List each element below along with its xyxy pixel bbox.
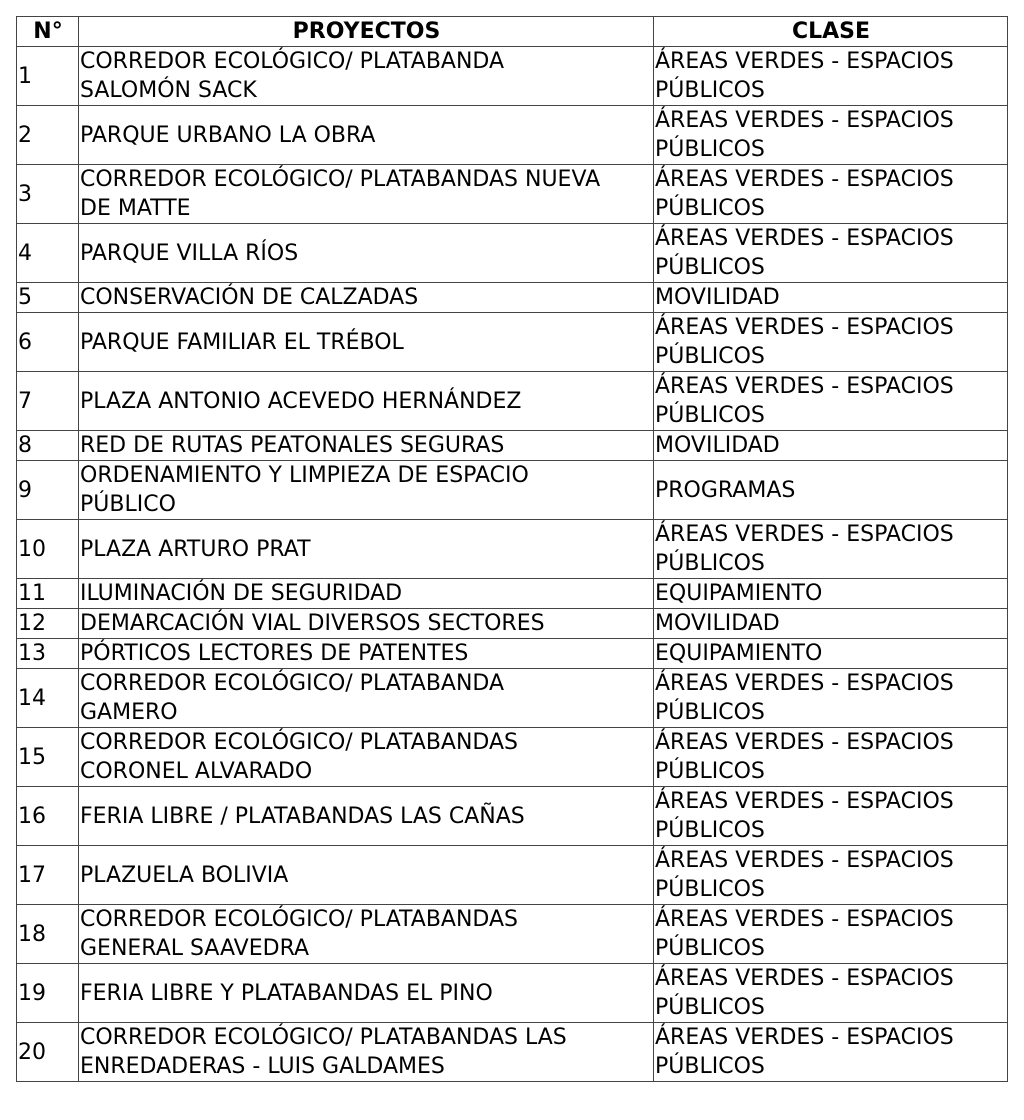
class-line: ÁREAS VERDES - ESPACIOS: [655, 848, 954, 873]
project-line: CORONEL ALVARADO: [80, 759, 313, 784]
class-line: PÚBLICOS: [655, 759, 765, 784]
cell-class: [654, 313, 1008, 372]
cell-number: 18: [17, 905, 79, 964]
cell-project: [79, 431, 654, 461]
cell-number: 13: [17, 639, 79, 669]
project-line: PARQUE VILLA RÍOS: [80, 240, 299, 266]
project-line: CORREDOR ECOLÓGICO/ PLATABANDAS: [80, 730, 518, 755]
cell-project: [79, 224, 654, 283]
class-line: MOVILIDAD: [655, 433, 780, 458]
project-line: CORREDOR ECOLÓGICO/ PLATABANDAS: [80, 907, 518, 932]
cell-number: 16: [17, 787, 79, 846]
cell-class: [654, 431, 1008, 461]
project-line: PLAZUELA BOLIVIA: [80, 862, 289, 888]
table-row: [17, 728, 1008, 787]
cell-project: [79, 787, 654, 846]
projects-table: [16, 16, 1008, 1082]
cell-class: [654, 728, 1008, 787]
table-row: [17, 846, 1008, 905]
table-row: [17, 905, 1008, 964]
cell-number: 2: [17, 106, 79, 165]
class-line: ÁREAS VERDES - ESPACIOS: [655, 108, 954, 133]
cell-number: 14: [17, 669, 79, 728]
table-row: [17, 431, 1008, 461]
cell-number: 8: [17, 431, 79, 461]
cell-project: [79, 1023, 654, 1082]
cell-class: [654, 846, 1008, 905]
class-line: PÚBLICOS: [655, 255, 765, 280]
cell-number: 3: [17, 165, 79, 224]
cell-number: 9: [17, 461, 79, 520]
project-line: CORREDOR ECOLÓGICO/ PLATABANDA: [80, 671, 505, 696]
class-line: ÁREAS VERDES - ESPACIOS: [655, 315, 954, 340]
cell-number: 6: [17, 313, 79, 372]
project-line: ILUMINACIÓN DE SEGURIDAD: [80, 581, 403, 606]
project-line: PARQUE FAMILIAR EL TRÉBOL: [80, 329, 404, 355]
class-line: ÁREAS VERDES - ESPACIOS: [655, 226, 954, 251]
class-line: ÁREAS VERDES - ESPACIOS: [655, 49, 954, 74]
cell-project: [79, 165, 654, 224]
class-line: EQUIPAMIENTO: [655, 641, 823, 666]
cell-project: [79, 313, 654, 372]
cell-number: 10: [17, 520, 79, 579]
cell-project: [79, 846, 654, 905]
cell-class: [654, 787, 1008, 846]
class-line: ÁREAS VERDES - ESPACIOS: [655, 671, 954, 696]
table-row: [17, 579, 1008, 609]
cell-project: [79, 728, 654, 787]
project-line: FERIA LIBRE Y PLATABANDAS EL PINO: [80, 980, 493, 1006]
class-line: EQUIPAMIENTO: [655, 581, 823, 606]
header-number: N°: [17, 17, 79, 47]
cell-project: [79, 905, 654, 964]
cell-number: 11: [17, 579, 79, 609]
cell-class: [654, 372, 1008, 431]
cell-class: [654, 639, 1008, 669]
project-line: CORREDOR ECOLÓGICO/ PLATABANDAS LAS: [80, 1025, 567, 1050]
class-line: ÁREAS VERDES - ESPACIOS: [655, 522, 954, 547]
project-line: DEMARCACIÓN VIAL DIVERSOS SECTORES: [80, 611, 545, 636]
cell-class: [654, 47, 1008, 106]
class-line: PÚBLICOS: [655, 78, 765, 103]
class-line: MOVILIDAD: [655, 285, 780, 310]
table-row: [17, 787, 1008, 846]
project-line: CORREDOR ECOLÓGICO/ PLATABANDA: [80, 49, 505, 74]
class-line: PÚBLICOS: [655, 877, 765, 902]
header-class: CLASE: [654, 17, 1008, 47]
class-line: PÚBLICOS: [655, 818, 765, 843]
cell-class: [654, 106, 1008, 165]
cell-number: 1: [17, 47, 79, 106]
table-row: [17, 609, 1008, 639]
table-row: [17, 964, 1008, 1023]
class-line: ÁREAS VERDES - ESPACIOS: [655, 730, 954, 755]
cell-project: [79, 964, 654, 1023]
project-line: RED DE RUTAS PEATONALES SEGURAS: [80, 433, 505, 458]
cell-class: [654, 224, 1008, 283]
table-row: [17, 372, 1008, 431]
cell-project: [79, 520, 654, 579]
project-line: PARQUE URBANO LA OBRA: [80, 122, 376, 148]
class-line: PÚBLICOS: [655, 403, 765, 428]
project-line: CONSERVACIÓN DE CALZADAS: [80, 285, 419, 310]
cell-number: 17: [17, 846, 79, 905]
class-line: PÚBLICOS: [655, 137, 765, 162]
cell-project: [79, 609, 654, 639]
cell-class: [654, 461, 1008, 520]
project-line: GAMERO: [80, 700, 178, 725]
cell-project: [79, 639, 654, 669]
cell-class: [654, 165, 1008, 224]
table-row: [17, 669, 1008, 728]
cell-project: [79, 669, 654, 728]
class-line: ÁREAS VERDES - ESPACIOS: [655, 1025, 954, 1050]
cell-number: 4: [17, 224, 79, 283]
table-row: [17, 639, 1008, 669]
project-line: ENREDADERAS - LUIS GALDAMES: [80, 1054, 445, 1079]
project-line: SALOMÓN SACK: [80, 78, 257, 103]
table-row: [17, 520, 1008, 579]
cell-number: 15: [17, 728, 79, 787]
cell-class: [654, 579, 1008, 609]
cell-project: [79, 372, 654, 431]
cell-number: 20: [17, 1023, 79, 1082]
project-line: ORDENAMIENTO Y LIMPIEZA DE ESPACIO: [80, 463, 529, 488]
cell-class: [654, 609, 1008, 639]
table-row: [17, 283, 1008, 313]
table-row: [17, 313, 1008, 372]
cell-class: [654, 669, 1008, 728]
table-body: [17, 47, 1008, 1082]
cell-class: [654, 1023, 1008, 1082]
cell-project: [79, 461, 654, 520]
header-project: PROYECTOS: [79, 17, 654, 47]
class-line: PÚBLICOS: [655, 936, 765, 961]
cell-number: 5: [17, 283, 79, 313]
header-row: [17, 17, 1008, 47]
project-line: PÓRTICOS LECTORES DE PATENTES: [80, 641, 469, 666]
project-line: FERIA LIBRE / PLATABANDAS LAS CAÑAS: [80, 803, 525, 829]
cell-project: [79, 47, 654, 106]
table-row: [17, 165, 1008, 224]
class-line: ÁREAS VERDES - ESPACIOS: [655, 789, 954, 814]
class-line: ÁREAS VERDES - ESPACIOS: [655, 167, 954, 192]
cell-project: [79, 579, 654, 609]
class-line: ÁREAS VERDES - ESPACIOS: [655, 966, 954, 991]
cell-number: 7: [17, 372, 79, 431]
cell-project: [79, 106, 654, 165]
project-line: CORREDOR ECOLÓGICO/ PLATABANDAS NUEVA: [80, 167, 601, 192]
cell-project: [79, 283, 654, 313]
class-line: MOVILIDAD: [655, 611, 780, 636]
class-line: PÚBLICOS: [655, 196, 765, 221]
table-row: [17, 224, 1008, 283]
cell-class: [654, 905, 1008, 964]
class-line: PÚBLICOS: [655, 551, 765, 576]
project-line: DE MATTE: [80, 196, 191, 221]
class-line: ÁREAS VERDES - ESPACIOS: [655, 907, 954, 932]
project-line: PÚBLICO: [80, 492, 176, 517]
class-line: PÚBLICOS: [655, 995, 765, 1020]
class-line: PÚBLICOS: [655, 700, 765, 725]
table-row: [17, 461, 1008, 520]
project-line: PLAZA ARTURO PRAT: [80, 536, 311, 562]
project-line: GENERAL SAAVEDRA: [80, 936, 310, 961]
project-line: PLAZA ANTONIO ACEVEDO HERNÁNDEZ: [80, 388, 522, 414]
cell-number: 12: [17, 609, 79, 639]
class-line: ÁREAS VERDES - ESPACIOS: [655, 374, 954, 399]
cell-number: 19: [17, 964, 79, 1023]
table-row: [17, 47, 1008, 106]
cell-class: [654, 283, 1008, 313]
cell-class: [654, 520, 1008, 579]
class-line: PÚBLICOS: [655, 1054, 765, 1079]
class-line: PROGRAMAS: [655, 477, 796, 503]
class-line: PÚBLICOS: [655, 344, 765, 369]
cell-class: [654, 964, 1008, 1023]
table-row: [17, 106, 1008, 165]
table-row: [17, 1023, 1008, 1082]
